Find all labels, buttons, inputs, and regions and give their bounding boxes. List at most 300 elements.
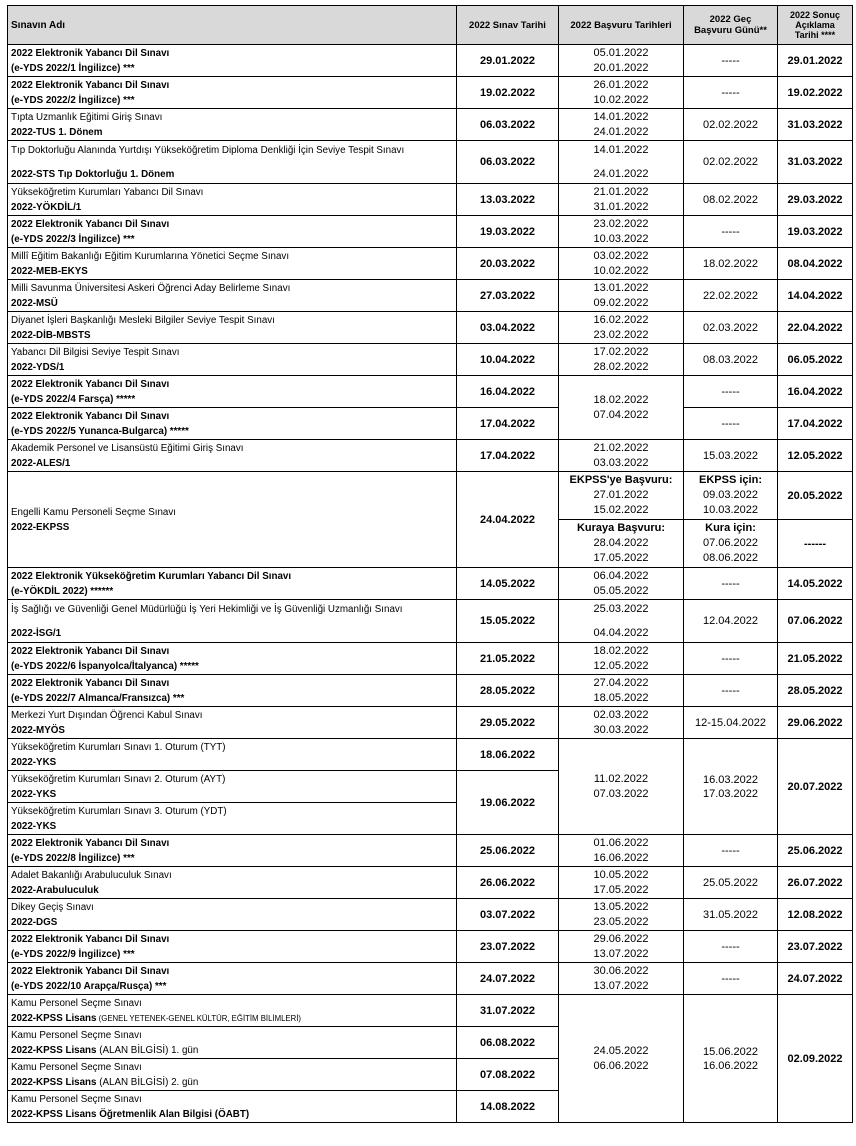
late-date-1: 16.03.2022 <box>702 773 759 786</box>
application-start: 21.02.2022 <box>593 441 649 454</box>
exam-date: 24.04.2022 <box>457 472 559 568</box>
late-application: 12-15.04.2022 <box>684 707 778 739</box>
exam-code: 2022-YDS/1 <box>11 361 65 373</box>
application-dates <box>559 77 684 109</box>
late-application: ----- <box>684 376 778 408</box>
header-application-dates: 2022 Başvuru Tarihleri <box>559 6 684 45</box>
application-end: 17.05.2022 <box>593 552 649 564</box>
application-dates <box>559 931 684 963</box>
application-dates <box>559 835 684 867</box>
exam-code: (e-YDS 2022/7 Almanca/Fransızca) *** <box>11 692 185 704</box>
result-date: 29.06.2022 <box>778 707 853 739</box>
ekpss-application-heading: EKPSS'ye Başvuru: <box>569 474 673 486</box>
application-end: 30.03.2022 <box>593 723 649 736</box>
table-row <box>8 867 853 899</box>
exam-name-cell <box>8 376 457 408</box>
exam-code: 2022-TUS 1. Dönem <box>11 126 103 138</box>
table-row <box>8 280 853 312</box>
table-row <box>8 312 853 344</box>
application-end: 03.03.2022 <box>593 456 649 469</box>
application-start: 01.06.2022 <box>593 836 649 849</box>
late-application: 02.02.2022 <box>684 109 778 141</box>
exam-name: 2022 Elektronik Yabancı Dil Sınavı <box>11 410 170 422</box>
application-end: 06.06.2022 <box>593 1059 649 1072</box>
application-dates <box>559 280 684 312</box>
result-date: 31.03.2022 <box>778 141 853 184</box>
exam-date: 21.05.2022 <box>457 643 559 675</box>
application-start: 30.06.2022 <box>593 964 649 977</box>
late-application: 02.03.2022 <box>684 312 778 344</box>
application-dates <box>559 45 684 77</box>
exam-name-cell <box>8 643 457 675</box>
late-application: 31.05.2022 <box>684 899 778 931</box>
application-end: 31.01.2022 <box>593 200 649 213</box>
application-end: 17.05.2022 <box>593 883 649 896</box>
exam-code: (e-YDS 2022/5 Yunanca-Bulgarca) ***** <box>11 425 189 437</box>
exam-date: 06.03.2022 <box>457 141 559 184</box>
table-row <box>8 344 853 376</box>
exam-name: Yabancı Dil Bilgisi Seviye Tespit Sınavı <box>11 346 180 358</box>
result-date: 26.07.2022 <box>778 867 853 899</box>
table-row <box>8 835 853 867</box>
exam-date: 19.03.2022 <box>457 216 559 248</box>
late-application: 02.02.2022 <box>684 141 778 184</box>
table-row <box>8 77 853 109</box>
application-end: 12.05.2022 <box>593 659 649 672</box>
result-date: 21.05.2022 <box>778 643 853 675</box>
application-end: 04.04.2022 <box>593 626 649 639</box>
exam-code: (e-YDS 2022/8 İngilizce) *** <box>11 852 135 864</box>
application-dates <box>559 739 684 835</box>
exam-name-cell <box>8 995 457 1027</box>
exam-name: Kamu Personel Seçme Sınavı <box>11 1029 142 1041</box>
exam-session: (ALAN BİLGİSİ) 2. gün <box>96 1076 199 1088</box>
header-result-line1: 2022 Sonuç <box>789 10 841 20</box>
exam-date: 15.05.2022 <box>457 600 559 643</box>
exam-date: 14.08.2022 <box>457 1091 559 1123</box>
result-date: 12.08.2022 <box>778 899 853 931</box>
result-date: 17.04.2022 <box>778 408 853 440</box>
exam-date: 19.06.2022 <box>457 771 559 835</box>
exam-name: 2022 Elektronik Yabancı Dil Sınavı <box>11 933 170 945</box>
late-application <box>684 739 778 835</box>
result-date: 20.05.2022 <box>778 472 853 520</box>
table-row <box>8 376 853 408</box>
exam-code: (e-YÖKDİL 2022) ****** <box>11 585 114 597</box>
application-end: 23.02.2022 <box>593 328 649 341</box>
application-start: 06.04.2022 <box>593 569 649 582</box>
exam-name: Engelli Kamu Personeli Seçme Sınavı <box>11 506 176 518</box>
exam-name: 2022 Elektronik Yabancı Dil Sınavı <box>11 218 170 230</box>
application-end: 16.06.2022 <box>593 851 649 864</box>
exam-name: Dikey Geçiş Sınavı <box>11 901 94 913</box>
exam-code: (e-YDS 2022/6 İspanyolca/İtalyanca) ***** <box>11 660 199 672</box>
header-late-line2: Başvuru Günü** <box>694 25 767 36</box>
exam-name: İş Sağlığı ve Güvenliği Genel Müdürlüğü İş Yeri Hekimliği ve İş Güvenliği Uzmanlığı Sınavı <box>11 603 403 615</box>
late-application: ----- <box>684 568 778 600</box>
exam-code: 2022-DGS <box>11 916 58 928</box>
exam-name-cell <box>8 931 457 963</box>
exam-name-cell <box>8 1027 457 1059</box>
late-application: ----- <box>684 835 778 867</box>
late-date-1: 09.03.2022 <box>702 489 759 501</box>
late-application: ----- <box>684 675 778 707</box>
ekpss-late-application <box>684 472 778 520</box>
application-start: 13.05.2022 <box>593 900 649 913</box>
exam-name: 2022 Elektronik Yabancı Dil Sınavı <box>11 965 170 977</box>
exam-name: Kamu Personel Seçme Sınavı <box>11 1093 142 1105</box>
exam-name-cell <box>8 867 457 899</box>
table-row <box>8 45 853 77</box>
exam-name: 2022 Elektronik Yabancı Dil Sınavı <box>11 47 170 59</box>
exam-name: 2022 Elektronik Yabancı Dil Sınavı <box>11 79 170 91</box>
result-date: 29.01.2022 <box>778 45 853 77</box>
exam-name-cell <box>8 899 457 931</box>
exam-code: 2022-ALES/1 <box>11 457 71 469</box>
table-row <box>8 472 853 520</box>
application-start: 27.01.2022 <box>593 489 649 501</box>
exam-name-cell <box>8 109 457 141</box>
exam-code: 2022-KPSS Lisans Öğretmenlik Alan Bilgisi (ÖABT) <box>11 1108 250 1120</box>
exam-name-cell <box>8 675 457 707</box>
application-end: 10.02.2022 <box>593 93 649 106</box>
header-late-line1: 2022 Geç <box>709 14 752 25</box>
exam-code: (e-YDS 2022/4 Farsça) ***** <box>11 393 136 405</box>
table-row <box>8 184 853 216</box>
table-row <box>8 248 853 280</box>
application-end: 05.05.2022 <box>593 584 649 597</box>
application-end: 28.02.2022 <box>593 360 649 373</box>
exam-name: Tıp Doktorluğu Alanında Yurtdışı Yükseköğretim Diploma Denkliği İçin Seviye Tespit Sınavı <box>11 144 405 156</box>
exam-name: Adalet Bakanlığı Arabuluculuk Sınavı <box>11 869 172 881</box>
result-date: 31.03.2022 <box>778 109 853 141</box>
table-row <box>8 141 853 184</box>
application-start: 23.02.2022 <box>593 217 649 230</box>
exam-date: 06.08.2022 <box>457 1027 559 1059</box>
exam-date: 28.05.2022 <box>457 675 559 707</box>
result-date: 25.06.2022 <box>778 835 853 867</box>
exam-name: Yükseköğretim Kurumları Sınavı 1. Oturum (TYT) <box>11 741 226 753</box>
result-date: 22.04.2022 <box>778 312 853 344</box>
result-date: 28.05.2022 <box>778 675 853 707</box>
exam-code: 2022-MYÖS <box>11 724 65 736</box>
table-row <box>8 568 853 600</box>
application-dates <box>559 141 684 184</box>
application-start: 21.01.2022 <box>593 185 649 198</box>
exam-name: 2022 Elektronik Yabancı Dil Sınavı <box>11 677 170 689</box>
late-application: ----- <box>684 643 778 675</box>
exam-name: 2022 Elektronik Yabancı Dil Sınavı <box>11 837 170 849</box>
exam-name: Kamu Personel Seçme Sınavı <box>11 997 142 1009</box>
exam-name-cell <box>8 963 457 995</box>
exam-date: 14.05.2022 <box>457 568 559 600</box>
exam-session: (GENEL YETENEK-GENEL KÜLTÜR, EĞİTİM BİLİMLERİ) <box>96 1013 301 1023</box>
late-date-2: 17.03.2022 <box>702 787 759 800</box>
exam-date: 03.04.2022 <box>457 312 559 344</box>
exam-date: 19.02.2022 <box>457 77 559 109</box>
exam-name-cell <box>8 280 457 312</box>
application-end: 18.05.2022 <box>593 691 649 704</box>
application-start: 13.01.2022 <box>593 281 649 294</box>
result-date: 20.07.2022 <box>778 739 853 835</box>
exam-name: 2022 Elektronik Yabancı Dil Sınavı <box>11 645 170 657</box>
exam-date: 23.07.2022 <box>457 931 559 963</box>
exam-code: 2022-YKS <box>11 820 57 832</box>
application-start: 17.02.2022 <box>593 345 649 358</box>
exam-date: 10.04.2022 <box>457 344 559 376</box>
result-date: 14.04.2022 <box>778 280 853 312</box>
exam-name-cell <box>8 312 457 344</box>
exam-name-cell <box>8 141 457 184</box>
exam-date: 17.04.2022 <box>457 440 559 472</box>
exam-code: 2022-KPSS Lisans <box>11 1044 97 1056</box>
application-dates <box>559 312 684 344</box>
exam-code: (e-YDS 2022/2 İngilizce) *** <box>11 94 135 106</box>
table-row <box>8 931 853 963</box>
exam-name: Millî Eğitim Bakanlığı Eğitim Kurumlarına Yönetici Seçme Sınavı <box>11 250 290 262</box>
exam-name: Akademik Personel ve Lisansüstü Eğitimi Giriş Sınavı <box>11 442 244 454</box>
exam-name-cell <box>8 707 457 739</box>
application-dates <box>559 963 684 995</box>
late-application: 08.03.2022 <box>684 344 778 376</box>
application-end: 07.03.2022 <box>593 787 649 800</box>
application-dates <box>559 707 684 739</box>
exam-date: 16.04.2022 <box>457 376 559 408</box>
result-date: 29.03.2022 <box>778 184 853 216</box>
application-start: 16.02.2022 <box>593 313 649 326</box>
application-end: 09.02.2022 <box>593 296 649 309</box>
exam-code: 2022-YKS <box>11 756 57 768</box>
application-start: 24.05.2022 <box>593 1044 649 1057</box>
application-start: 28.04.2022 <box>593 537 649 549</box>
exam-date: 26.06.2022 <box>457 867 559 899</box>
header-exam-name: Sınavın Adı <box>8 6 457 45</box>
late-date-1: 15.06.2022 <box>702 1045 759 1058</box>
application-end: 10.02.2022 <box>593 264 649 277</box>
exam-date: 29.05.2022 <box>457 707 559 739</box>
late-application: ----- <box>684 45 778 77</box>
table-row <box>8 739 853 771</box>
lottery-application-heading: Kuraya Başvuru: <box>576 522 666 534</box>
table-row <box>8 995 853 1027</box>
exam-date: 13.03.2022 <box>457 184 559 216</box>
table-row <box>8 643 853 675</box>
late-application: ----- <box>684 963 778 995</box>
exam-name-cell <box>8 45 457 77</box>
exam-code: 2022-STS Tıp Doktorluğu 1. Dönem <box>11 168 175 180</box>
table-row <box>8 440 853 472</box>
exam-name: Yükseköğretim Kurumları Sınavı 3. Oturum (YDT) <box>11 805 227 817</box>
exam-name-cell <box>8 803 457 835</box>
application-dates <box>559 675 684 707</box>
exam-code: (e-YDS 2022/3 İngilizce) *** <box>11 233 135 245</box>
header-result-line2: Açıklama <box>795 20 835 30</box>
late-application: ----- <box>684 408 778 440</box>
application-dates <box>559 376 684 440</box>
application-dates <box>559 216 684 248</box>
exam-name-cell <box>8 440 457 472</box>
exam-date: 03.07.2022 <box>457 899 559 931</box>
exam-name-cell <box>8 472 457 568</box>
exam-name-cell <box>8 77 457 109</box>
exam-session: (ALAN BİLGİSİ) 1. gün <box>96 1044 199 1056</box>
exam-name-cell <box>8 600 457 643</box>
application-start: 05.01.2022 <box>593 46 649 59</box>
application-dates <box>559 109 684 141</box>
exam-name: Diyanet İşleri Başkanlığı Mesleki Bilgiler Seviye Tespit Sınavı <box>11 314 275 326</box>
result-date: 12.05.2022 <box>778 440 853 472</box>
application-start: 29.06.2022 <box>593 932 649 945</box>
exam-name: Tıpta Uzmanlık Eğitimi Giriş Sınavı <box>11 111 163 123</box>
result-date: ------ <box>778 520 853 568</box>
exam-code: 2022-İSG/1 <box>11 627 62 639</box>
exam-name-cell <box>8 835 457 867</box>
application-start: 14.01.2022 <box>593 110 649 123</box>
application-start: 18.02.2022 <box>593 393 649 406</box>
exam-name: Yükseköğretim Kurumları Sınavı 2. Oturum (AYT) <box>11 773 226 785</box>
exam-name-cell <box>8 739 457 771</box>
late-application: ----- <box>684 77 778 109</box>
table-row <box>8 675 853 707</box>
exam-code: 2022-YKS <box>11 788 57 800</box>
exam-date: 24.07.2022 <box>457 963 559 995</box>
exam-code: 2022-MEB-EKYS <box>11 265 88 277</box>
table-row <box>8 109 853 141</box>
result-date: 19.03.2022 <box>778 216 853 248</box>
application-end: 23.05.2022 <box>593 915 649 928</box>
exam-date: 27.03.2022 <box>457 280 559 312</box>
table-row <box>8 963 853 995</box>
result-date: 16.04.2022 <box>778 376 853 408</box>
application-start: 03.02.2022 <box>593 249 649 262</box>
exam-code: 2022-Arabuluculuk <box>11 884 99 896</box>
application-end: 15.02.2022 <box>593 504 649 516</box>
exam-name-cell <box>8 248 457 280</box>
ekpss-lottery-application <box>559 520 684 568</box>
application-start: 11.02.2022 <box>593 772 649 785</box>
application-dates <box>559 568 684 600</box>
exam-name-cell <box>8 1091 457 1123</box>
ekpss-late-heading: EKPSS için: <box>699 474 762 486</box>
exam-name: Merkezi Yurt Dışından Öğrenci Kabul Sınavı <box>11 709 203 721</box>
exam-name: 2022 Elektronik Yabancı Dil Sınavı <box>11 378 170 390</box>
application-start: 26.01.2022 <box>593 78 649 91</box>
exam-name: Yükseköğretim Kurumları Yabancı Dil Sınavı <box>11 186 204 198</box>
exam-name-cell <box>8 1059 457 1091</box>
header-exam-date: 2022 Sınav Tarihi <box>457 6 559 45</box>
exam-name-cell <box>8 568 457 600</box>
exam-calendar-table <box>7 5 853 1123</box>
exam-date: 06.03.2022 <box>457 109 559 141</box>
table-row <box>8 899 853 931</box>
exam-code: 2022-EKPSS <box>11 521 70 533</box>
table-row <box>8 707 853 739</box>
application-dates <box>559 600 684 643</box>
exam-code: 2022-DİB-MBSTS <box>11 329 91 341</box>
ekpss-application <box>559 472 684 520</box>
late-application: 22.02.2022 <box>684 280 778 312</box>
application-dates <box>559 643 684 675</box>
exam-date: 29.01.2022 <box>457 45 559 77</box>
exam-code: (e-YDS 2022/10 Arapça/Rusça) *** <box>11 980 167 992</box>
exam-date: 25.06.2022 <box>457 835 559 867</box>
late-application: 25.05.2022 <box>684 867 778 899</box>
exam-name-cell <box>8 408 457 440</box>
late-application: 18.02.2022 <box>684 248 778 280</box>
exam-code: 2022-KPSS Lisans <box>11 1076 97 1088</box>
exam-date: 07.08.2022 <box>457 1059 559 1091</box>
exam-name: Milli Savunma Üniversitesi Askeri Öğrenci Aday Belirleme Sınavı <box>11 282 291 294</box>
exam-date: 18.06.2022 <box>457 739 559 771</box>
exam-code: (e-YDS 2022/1 İngilizce) *** <box>11 62 135 74</box>
late-application: 12.04.2022 <box>684 600 778 643</box>
application-dates <box>559 995 684 1123</box>
application-dates <box>559 440 684 472</box>
application-start: 18.02.2022 <box>593 644 649 657</box>
application-end: 20.01.2022 <box>593 61 649 74</box>
table-row <box>8 408 853 440</box>
exam-code: (e-YDS 2022/9 İngilizce) *** <box>11 948 135 960</box>
result-date: 02.09.2022 <box>778 995 853 1123</box>
exam-date: 31.07.2022 <box>457 995 559 1027</box>
header-result-line3: Tarihi **** <box>794 30 836 40</box>
exam-name: Kamu Personel Seçme Sınavı <box>11 1061 142 1073</box>
application-end: 07.04.2022 <box>593 408 649 421</box>
result-date: 23.07.2022 <box>778 931 853 963</box>
application-dates <box>559 344 684 376</box>
late-date-2: 16.06.2022 <box>702 1059 759 1072</box>
table-row <box>8 216 853 248</box>
late-date-2: 08.06.2022 <box>702 552 759 564</box>
exam-name-cell <box>8 216 457 248</box>
application-start: 10.05.2022 <box>593 868 649 881</box>
exam-date: 20.03.2022 <box>457 248 559 280</box>
result-date: 07.06.2022 <box>778 600 853 643</box>
exam-name-cell <box>8 184 457 216</box>
result-date: 06.05.2022 <box>778 344 853 376</box>
ekpss-lottery-late <box>684 520 778 568</box>
application-start: 02.03.2022 <box>593 708 649 721</box>
header-result-date <box>778 6 853 45</box>
exam-date: 17.04.2022 <box>457 408 559 440</box>
exam-code: 2022-YÖKDİL/1 <box>11 201 82 213</box>
application-start: 25.03.2022 <box>593 602 649 615</box>
late-application <box>684 995 778 1123</box>
exam-name: 2022 Elektronik Yükseköğretim Kurumları Yabancı Dil Sınavı <box>11 570 292 582</box>
application-dates <box>559 867 684 899</box>
late-application: 15.03.2022 <box>684 440 778 472</box>
late-date-1: 07.06.2022 <box>702 537 759 549</box>
exam-code: 2022-KPSS Lisans <box>11 1012 97 1024</box>
late-application: 08.02.2022 <box>684 184 778 216</box>
application-start: 14.01.2022 <box>593 143 649 156</box>
application-dates <box>559 184 684 216</box>
result-date: 19.02.2022 <box>778 77 853 109</box>
application-dates <box>559 248 684 280</box>
exam-name-cell <box>8 771 457 803</box>
table-row <box>8 600 853 643</box>
lottery-late-heading: Kura için: <box>705 522 756 534</box>
application-end: 13.07.2022 <box>593 947 649 960</box>
application-end: 13.07.2022 <box>593 979 649 992</box>
header-late-application <box>684 6 778 45</box>
header-row <box>8 6 853 45</box>
late-date-2: 10.03.2022 <box>702 504 759 516</box>
application-end: 10.03.2022 <box>593 232 649 245</box>
result-date: 08.04.2022 <box>778 248 853 280</box>
application-end: 24.01.2022 <box>593 125 649 138</box>
exam-code: 2022-MSÜ <box>11 297 58 309</box>
